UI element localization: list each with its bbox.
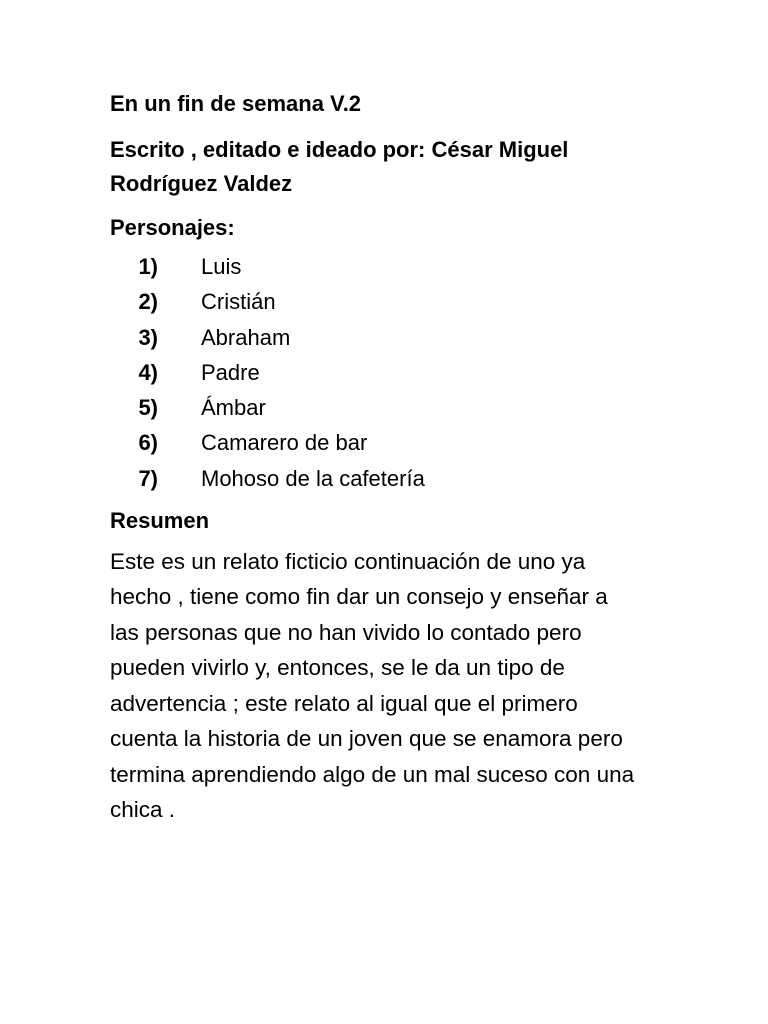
character-number: 3) bbox=[138, 324, 158, 350]
document-page bbox=[110, 87, 670, 827]
character-name: Camarero de bar bbox=[201, 430, 368, 456]
character-name: Padre bbox=[201, 359, 260, 385]
summary-paragraph: Este es un relato ficticio continuación de uno ya hecho , tiene como fin dar un consejo y enseñar a las personas que no han vivido lo contado pero pueden vivirlo y, entonces, se le da un tipo de advertencia ; este relato al igual que el primero cuenta la historia de un joven que se enamora pero termina aprendiendo algo de un mal suceso con una chica . bbox=[110, 549, 635, 822]
list-item bbox=[110, 284, 670, 319]
characters-list bbox=[110, 249, 670, 496]
document-title: En un fin de semana V.2 bbox=[110, 91, 362, 116]
character-number: 1) bbox=[138, 254, 158, 279]
character-number: 5) bbox=[138, 395, 158, 421]
character-name: Mohoso de la cafetería bbox=[201, 465, 425, 491]
list-item bbox=[110, 355, 670, 390]
list-item bbox=[110, 249, 670, 284]
author-line: Escrito , editado e ideado por: César Miguel Rodríguez Valdez bbox=[110, 137, 569, 196]
list-item bbox=[110, 425, 670, 460]
characters-heading: Personajes: bbox=[110, 215, 235, 240]
character-name: Abraham bbox=[201, 324, 291, 350]
list-item bbox=[110, 320, 670, 355]
character-number: 4) bbox=[138, 359, 158, 385]
character-name: Ámbar bbox=[201, 395, 266, 421]
list-item bbox=[110, 390, 670, 425]
character-number: 7) bbox=[138, 465, 158, 491]
character-number: 2) bbox=[138, 289, 158, 315]
character-name: Cristián bbox=[201, 289, 276, 315]
list-item bbox=[110, 461, 670, 496]
summary-heading: Resumen bbox=[110, 508, 210, 534]
character-name: Luis bbox=[201, 254, 242, 279]
character-number: 6) bbox=[138, 430, 158, 456]
